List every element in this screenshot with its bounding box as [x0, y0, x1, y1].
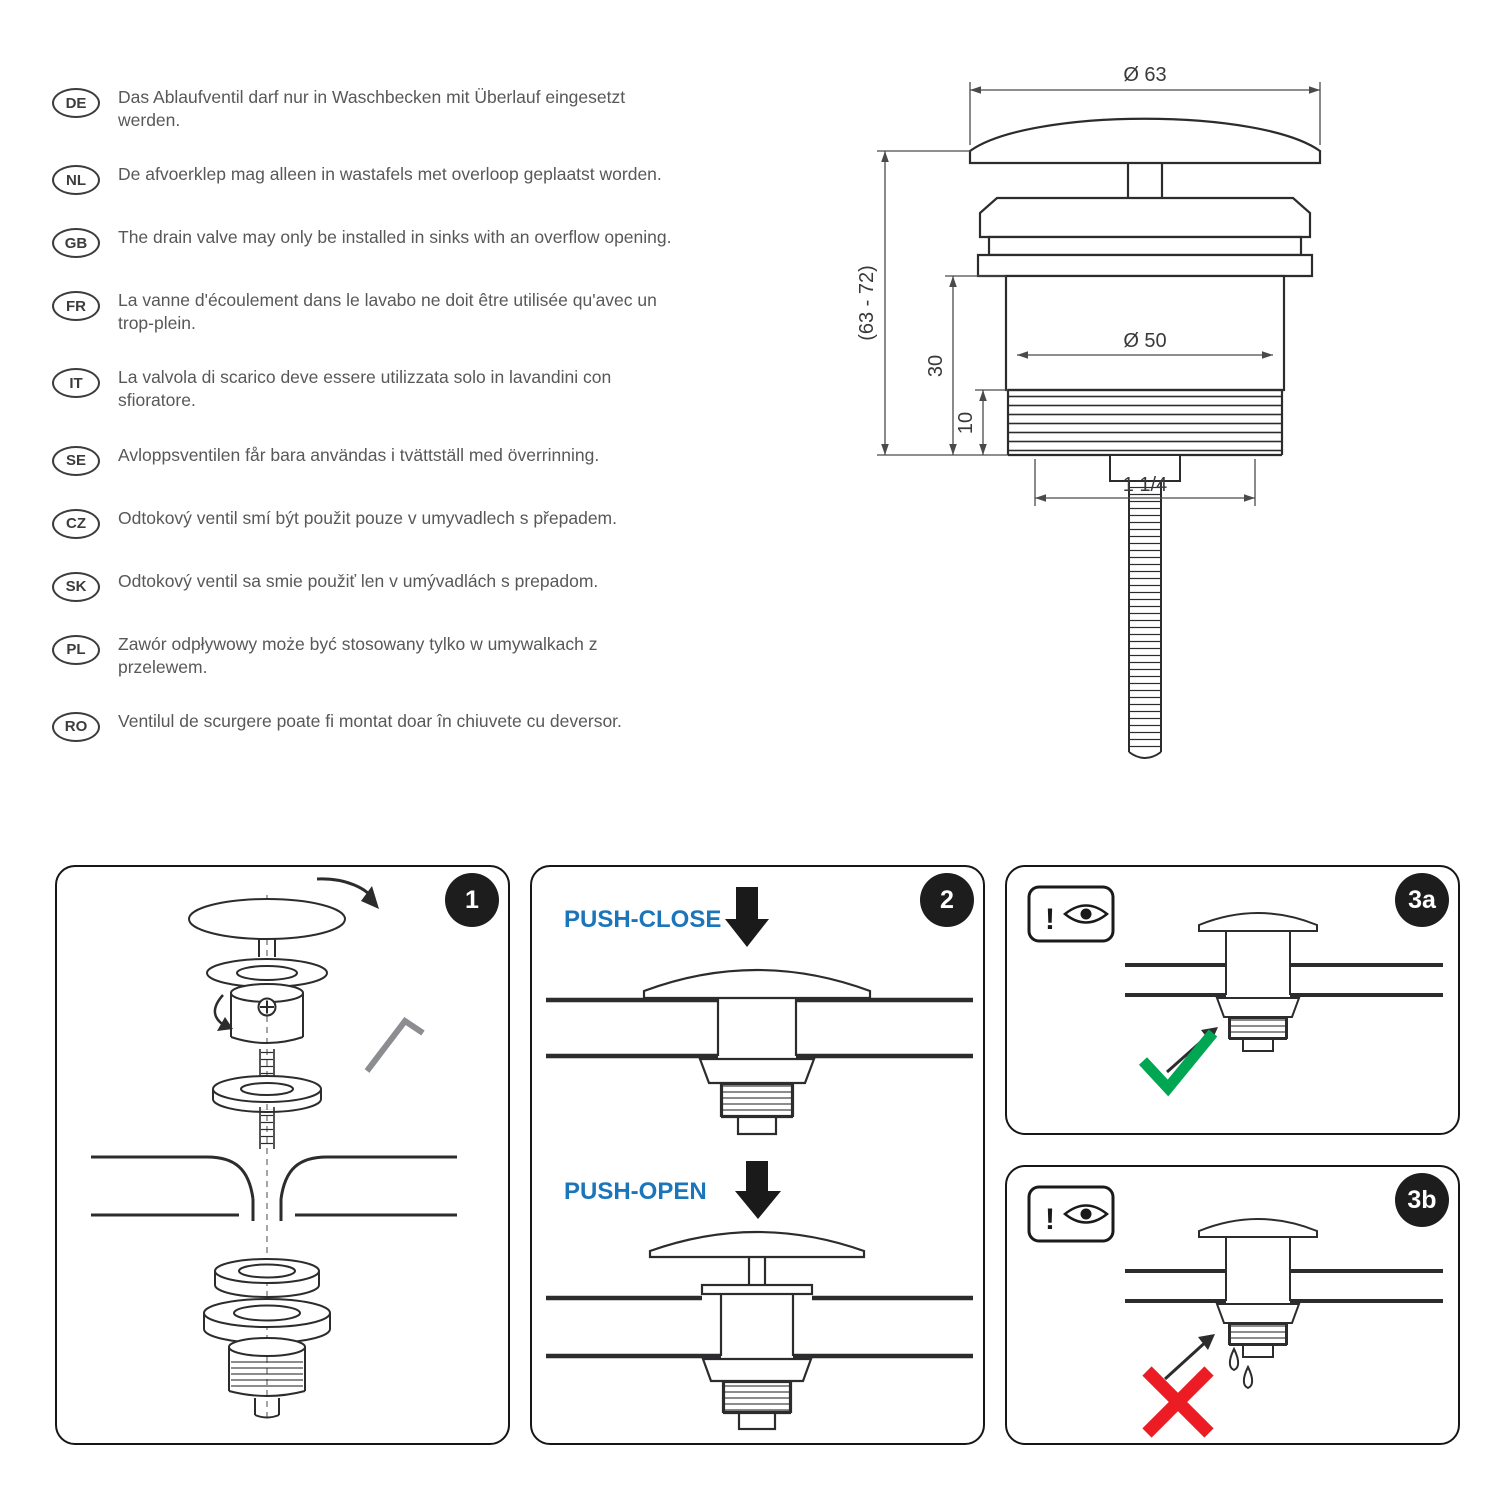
language-badge: FR	[52, 291, 100, 321]
notice-text: Odtokový ventil smí být použit pouze v umyvadlech s přepadem.	[118, 507, 617, 528]
step-number-badge: 2	[920, 873, 974, 927]
push-down-arrow-icon	[725, 887, 769, 947]
assembly-exploded-diagram	[57, 867, 507, 1442]
notice-row-it	[52, 366, 712, 412]
dim-body-diameter: Ø 50	[1123, 330, 1167, 352]
push-operation-diagram	[532, 867, 982, 1442]
step-number-badge: 3b	[1395, 1173, 1449, 1227]
cross-icon	[1147, 1371, 1209, 1433]
notice-row-se	[52, 444, 712, 476]
language-badge: SK	[52, 572, 100, 602]
warning-mark: !	[1045, 903, 1055, 936]
notice-text: La valvola di scarico deve essere utilizzata solo in lavandini con sfioratore.	[118, 367, 612, 411]
valve-closed-diagram	[546, 970, 973, 1134]
dim-thread-size: 1 1/4	[1122, 474, 1168, 496]
dim-body-height: 30	[925, 354, 947, 378]
wrong-installation-diagram	[1007, 1167, 1457, 1442]
valve-installed-diagram	[1125, 913, 1443, 1051]
notice-text: Zawór odpływowy może być stosowany tylko w umywalkach z przelewem.	[118, 633, 598, 677]
sink-cross-section	[91, 1157, 457, 1221]
language-badge: GB	[52, 228, 100, 258]
push-open-label: PUSH-OPEN	[564, 1178, 707, 1205]
valve-open-diagram	[546, 1232, 973, 1429]
notice-text: The drain valve may only be installed in sinks with an overflow opening.	[118, 227, 672, 248]
warning-mark: !	[1045, 1203, 1055, 1236]
push-close-label: PUSH-CLOSE	[564, 906, 722, 933]
notice-text: La vanne d'écoulement dans le lavabo ne doit être utilisée qu'avec un trop-plein.	[118, 290, 657, 334]
eye-attention-icon	[1029, 887, 1113, 941]
threaded-rod	[1110, 455, 1180, 758]
language-notices	[52, 86, 712, 773]
notice-text: Odtokový ventil sa smie použiť len v umývadlách s prepadom.	[118, 570, 599, 591]
notice-row-gb	[52, 226, 712, 258]
notice-row-nl	[52, 163, 712, 195]
language-badge: PL	[52, 635, 100, 665]
cap-part	[189, 899, 345, 939]
correct-installation-diagram	[1007, 867, 1457, 1132]
valve-thread	[1008, 390, 1282, 455]
language-badge: IT	[52, 368, 100, 398]
notice-text: Avloppsventilen får bara användas i tvättställ med överrinning.	[118, 444, 600, 465]
notice-text: Das Ablaufventil darf nur in Waschbecken mit Überlauf eingesetzt werden.	[118, 87, 626, 131]
step3b-panel	[1005, 1165, 1460, 1445]
eye-attention-icon	[1029, 1187, 1113, 1241]
notice-text: Ventilul de scurgere poate fi montat doar în chiuvete cu deversor.	[118, 710, 622, 731]
language-badge: RO	[52, 712, 100, 742]
step1-panel	[55, 865, 510, 1445]
dim-thread-height: 10	[955, 411, 977, 435]
language-badge: SE	[52, 446, 100, 476]
step2-panel	[530, 865, 985, 1445]
dim-cap-diameter: Ø 63	[1123, 64, 1167, 86]
notice-row-cz	[52, 507, 712, 539]
step-number-badge: 3a	[1395, 873, 1449, 927]
hex-key-icon	[367, 1021, 423, 1071]
valve-installed-diagram	[1125, 1219, 1443, 1357]
notice-row-de	[52, 86, 712, 132]
language-badge: NL	[52, 165, 100, 195]
step-number-badge: 1	[445, 873, 499, 927]
rotate-arrow-icon	[317, 879, 379, 909]
notice-row-fr	[52, 289, 712, 335]
language-badge: CZ	[52, 509, 100, 539]
step3a-panel	[1005, 865, 1460, 1135]
notice-text: De afvoerklep mag alleen in wastafels met overloop geplaatst worden.	[118, 164, 662, 185]
push-down-arrow-icon	[735, 1161, 781, 1219]
valve-upper-body	[980, 198, 1310, 237]
notice-row-pl	[52, 633, 712, 679]
notice-row-sk	[52, 570, 712, 602]
valve-technical-drawing	[845, 50, 1345, 780]
dim-height-range: (63 - 72)	[856, 265, 878, 341]
valve-cap	[970, 119, 1320, 163]
language-badge: DE	[52, 88, 100, 118]
notice-row-ro	[52, 710, 712, 742]
